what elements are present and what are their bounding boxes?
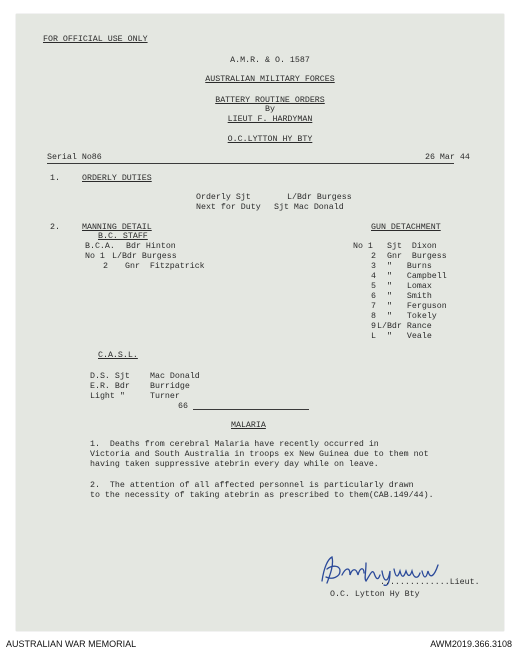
bc-staff-heading: B.C. STAFF [98, 232, 148, 241]
casl-name: Turner [150, 392, 180, 401]
malaria-para-1-line: having taken suppressive atebrin every day while on leave. [90, 460, 379, 469]
casl-role: Light " [90, 392, 125, 401]
gun-member: " Ferguson [387, 302, 447, 311]
official-use-label: FOR OFFICIAL USE ONLY [43, 35, 148, 44]
malaria-para-2-line: to the necessity of taking atebrin as prescribed to them(CAB.149/44). [90, 491, 434, 500]
footer-source: AUSTRALIAN WAR MEMORIAL [6, 639, 137, 649]
staff-name: Gnr Fitzpatrick [125, 262, 205, 271]
page-mark: 66 [178, 402, 188, 411]
gun-number: L [371, 332, 376, 341]
reference-number: A.M.R. & O. 1587 [230, 56, 310, 65]
staff-role: No 1 [85, 252, 105, 261]
gun-number: 7 [371, 302, 376, 311]
organisation-title: AUSTRALIAN MILITARY FORCES [205, 75, 335, 84]
casl-heading: C.A.S.L. [98, 351, 138, 360]
gun-member: Gnr Burgess [387, 252, 447, 261]
gun-member: " Campbell [387, 272, 447, 281]
gun-number: 9 [371, 322, 376, 331]
orderly-sjt-role: Orderly Sjt [196, 193, 251, 202]
gun-number: 2 [371, 252, 376, 261]
gun-member: Sjt Dixon [387, 242, 437, 251]
serial-rule [47, 163, 454, 164]
gun-member: L/Bdr Rance [377, 322, 432, 331]
serial-number: Serial No86 [47, 153, 102, 162]
gun-number: 3 [371, 262, 376, 271]
gun-member: " Veale [387, 332, 432, 341]
staff-role: B.C.A. [85, 242, 115, 251]
manning-detail-heading: MANNING DETAIL [82, 223, 152, 232]
gun-member: " Lomax [387, 282, 432, 291]
malaria-para-2-line: 2. The attention of all affected personnel is particularly drawn [90, 481, 414, 490]
staff-name: Bdr Hinton [126, 242, 176, 251]
orderly-duties-heading: ORDERLY DUTIES [82, 174, 152, 183]
order-date: 26 Mar 44 [425, 153, 470, 162]
casl-role: E.R. Bdr [90, 382, 130, 391]
gun-member: " Smith [387, 292, 432, 301]
gun-number: 6 [371, 292, 376, 301]
gun-number: 5 [371, 282, 376, 291]
by-label: By [265, 105, 275, 114]
staff-role: 2 [103, 262, 108, 271]
casl-role: D.S. Sjt [90, 372, 130, 381]
next-duty-role: Next for Duty [196, 203, 261, 212]
malaria-para-1-line: Victoria and South Australia in troops ex New Guinea due to them not [90, 450, 429, 459]
gun-number: 4 [371, 272, 376, 281]
footer-accession: AWM2019.366.3108 [430, 639, 512, 649]
gun-number: 8 [371, 312, 376, 321]
gun-number: No 1 [353, 242, 373, 251]
casl-name: Burridge [150, 382, 190, 391]
signature-rank: ..............Lieut. [380, 578, 480, 587]
malaria-para-1-line: 1. Deaths from cerebral Malaria have recently occurred in [90, 440, 379, 449]
document-title: BATTERY ROUTINE ORDERS [215, 96, 325, 105]
unit-name: O.C.LYTTON HY BTY [227, 135, 313, 144]
staff-name: L/Bdr Burgess [112, 252, 177, 261]
signature-unit: O.C. Lytton Hy Bty [330, 590, 420, 599]
section-divider [193, 409, 309, 410]
malaria-heading: MALARIA [231, 421, 266, 430]
section-1-number: 1. [50, 174, 60, 183]
gun-member: " Burns [387, 262, 432, 271]
next-duty-name: Sjt Mac Donald [274, 203, 344, 212]
officer-name: LIEUT F. HARDYMAN [227, 115, 313, 124]
orderly-sjt-name: L/Bdr Burgess [287, 193, 352, 202]
section-2-number: 2. [50, 223, 60, 232]
casl-name: Mac Donald [150, 372, 200, 381]
gun-detachment-heading: GUN DETACHMENT [371, 223, 441, 232]
gun-member: " Tokely [387, 312, 437, 321]
